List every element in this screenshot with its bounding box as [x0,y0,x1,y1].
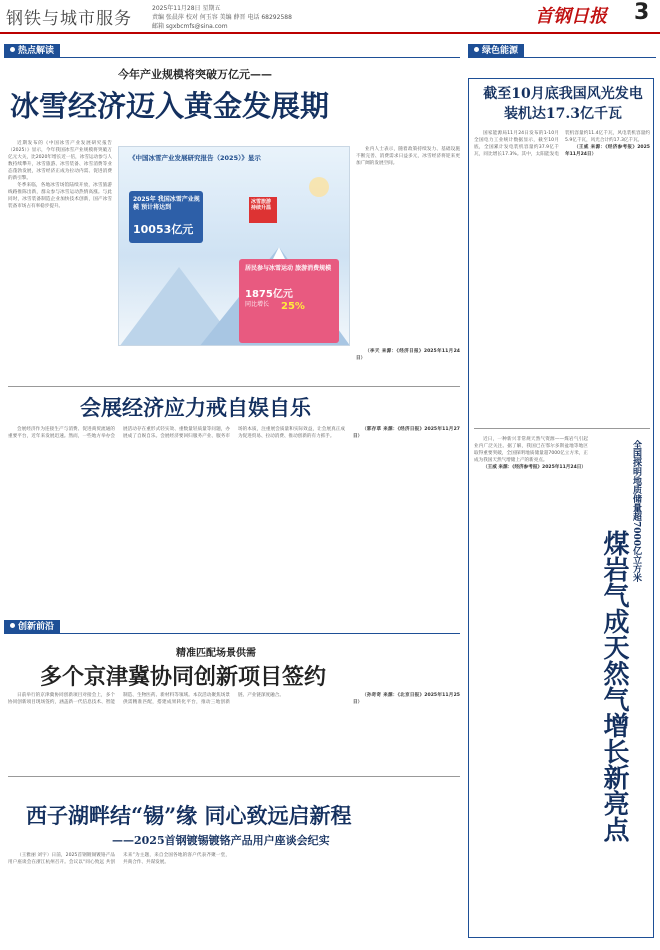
article-headline: 煤岩气成天然气增长新亮点 [599,530,629,842]
page-number: 3 [634,0,650,25]
tab-label: 绿色能源 [482,46,519,56]
paragraph: （王雅丽 刘宇）日前，2025首钢镀锡镀铬产品用户座谈会在浙江杭州召开。会议以“同心致远 共创未来”为主题，来自全国各地的客户代表齐聚一堂，共商合作、共谋发展。 [8,853,230,865]
stat-card-consumption [239,259,339,343]
card-label: 居民参与冰雪运动 旅游消费规模 [245,265,332,272]
article-headline: 西子湖畔结“锡”缘 同心致远启新程 [26,803,352,828]
newspaper-logo: 首钢日报 [535,6,607,27]
divider [8,776,460,777]
article-body-col1 [8,140,112,380]
card-label: 同比增长 [245,301,270,308]
tab-rule [4,57,460,58]
spacer [230,140,350,146]
tab-green-energy [468,44,524,58]
article-body [474,130,650,420]
paragraph: 日前举行的京津冀协同创新项目对接会上，多个协同创新项目现场签约，涵盖新一代信息技术、智能制造、生物医药、新材料等领域。本次活动聚焦场景供需精准匹配，搭建成果转化平台，推动三地创新链、产业链深度融合。 [8,693,284,705]
article-headline: 会展经济应力戒自娱自乐 [80,395,311,420]
article-body [8,852,460,942]
tab-label: 创新前沿 [18,622,55,632]
card-percent: 25% [281,301,305,312]
tab-dot-icon [474,47,479,52]
article-subtitle: 精准匹配场景供需 [176,648,256,659]
paragraph: 国家能源局11月24日发布的1-10月全国电力工业统计数据显示，截至10月底，全国累计发电装机容量约37.9亿千瓦，同比增长17.3%。其中，太阳能发电装机容量约11.4亿千瓦，风电装机容量约5.9亿千瓦，风光合计约17.3亿千瓦。 [474,131,650,157]
byline: （孙奇奇 来源：《北京日报》2025年11月25日） [353,693,460,705]
card-value: 1875亿元 [245,289,293,300]
byline: （王威 来源：《经济参考报》2025年11月24日） [483,465,586,470]
article-subtitle: ——2025首钢镀锡镀铬产品用户座谈会纪实 [112,834,330,847]
tab-rule [468,57,656,58]
byline: （李天 来源：《经济日报》2025年11月24日） [356,349,460,361]
paragraph: 会展经济作为连接生产与消费、促进商贸流通的重要平台，近年来发展迅速。然而，一些地方举办会展活动存在重形式轻实效、重数量轻质量等问题，办展成了自娱自乐。会展经济要回归服务产业、服务市场的本质，注重展会质量和实际效益，让会展真正成为促进贸易、拉动消费、推动创新的有力抓手。 [8,427,345,439]
infographic-banner [118,146,350,346]
paragraph: 业内人士表示，随着政策持续发力、基础设施不断完善、消费需求日益多元，冰雪经济将迎来更加广阔的发展空间。 [356,147,460,166]
article-subtitle: 今年产业规模将突破万亿元—— [118,68,272,81]
tourism-badge: 冰雪旅游 持续升温 [249,197,277,223]
section-title: 钢铁与城市服务 [6,9,132,29]
card-label: 2025年 我国冰雪产业规模 预计将达到 [133,196,200,211]
article-body [8,692,460,772]
tab-dot-icon [10,47,15,52]
editors: 责编 张晨萍 校对 何玉容 美编 薛晋 电话 68292588 [152,14,292,21]
paragraph: 近期发布的《中国冰雪产业发展研究报告（2025）》显示，今年我国冰雪产业规模将突破万亿元大关，比2020年增长近一倍，冰雪运动参与人数持续攀升，冰雪旅游、冰雪装备、冰雪消费等业态蓬勃发展，冰雪经济正成为拉动内需、促进消费的新引擎。 [8,141,112,181]
tab-dot-icon [10,623,15,628]
email: 邮箱 sgxbcmfs@sina.com [152,23,228,30]
page-header [0,0,660,34]
paragraph: 近日，一种新兴非常规天然气资源——煤岩气引起业内广泛关注。据了解，我国已在鄂尔多斯盆地等地区取得重要突破，全国探明地质储量超7000亿立方米，正成为我国天然气增储上产的新亮点。 [474,437,588,463]
paragraph: 冬季来临，各地冰雪场馆陆续开放，冰雪旅游线路推陈出新，群众参与冰雪运动热情高涨。与此同时，冰雪装备制造企业加快技术创新，国产冰雪装备市场占有率稳步提升。 [8,183,112,209]
tab-rule [4,633,460,634]
divider [8,386,460,387]
article-headline: 多个京津冀协同创新项目签约 [40,664,327,690]
article-body [8,426,460,576]
article-headline: 冰雪经济迈入黄金发展期 [10,89,330,123]
byline: （郭存草 来源：《经济日报》2025年11月27日） [353,427,460,439]
article-body-col3 [356,146,460,346]
article-kicker: 全国探明地质储量超7000亿立方米 [631,440,641,583]
tab-label: 热点解读 [18,46,55,56]
banner-title: 《中国冰雪产业发展研究报告（2025）》显示 [129,154,261,162]
card-value: 10053亿元 [133,223,194,236]
issue-date: 2025年11月28日 星期五 [152,5,221,12]
article-body [474,436,588,936]
byline-block [356,348,460,370]
article-headline: 截至10月底我国风光发电装机达17.3亿千瓦 [483,86,643,122]
header-info [152,4,292,31]
tab-hot-topics [4,44,60,58]
stat-card-industry-scale [129,191,203,243]
divider [474,428,650,429]
tab-innovation [4,620,60,634]
byline: （王威 来源：《经济参考报》2025年11月24日） [565,145,650,157]
